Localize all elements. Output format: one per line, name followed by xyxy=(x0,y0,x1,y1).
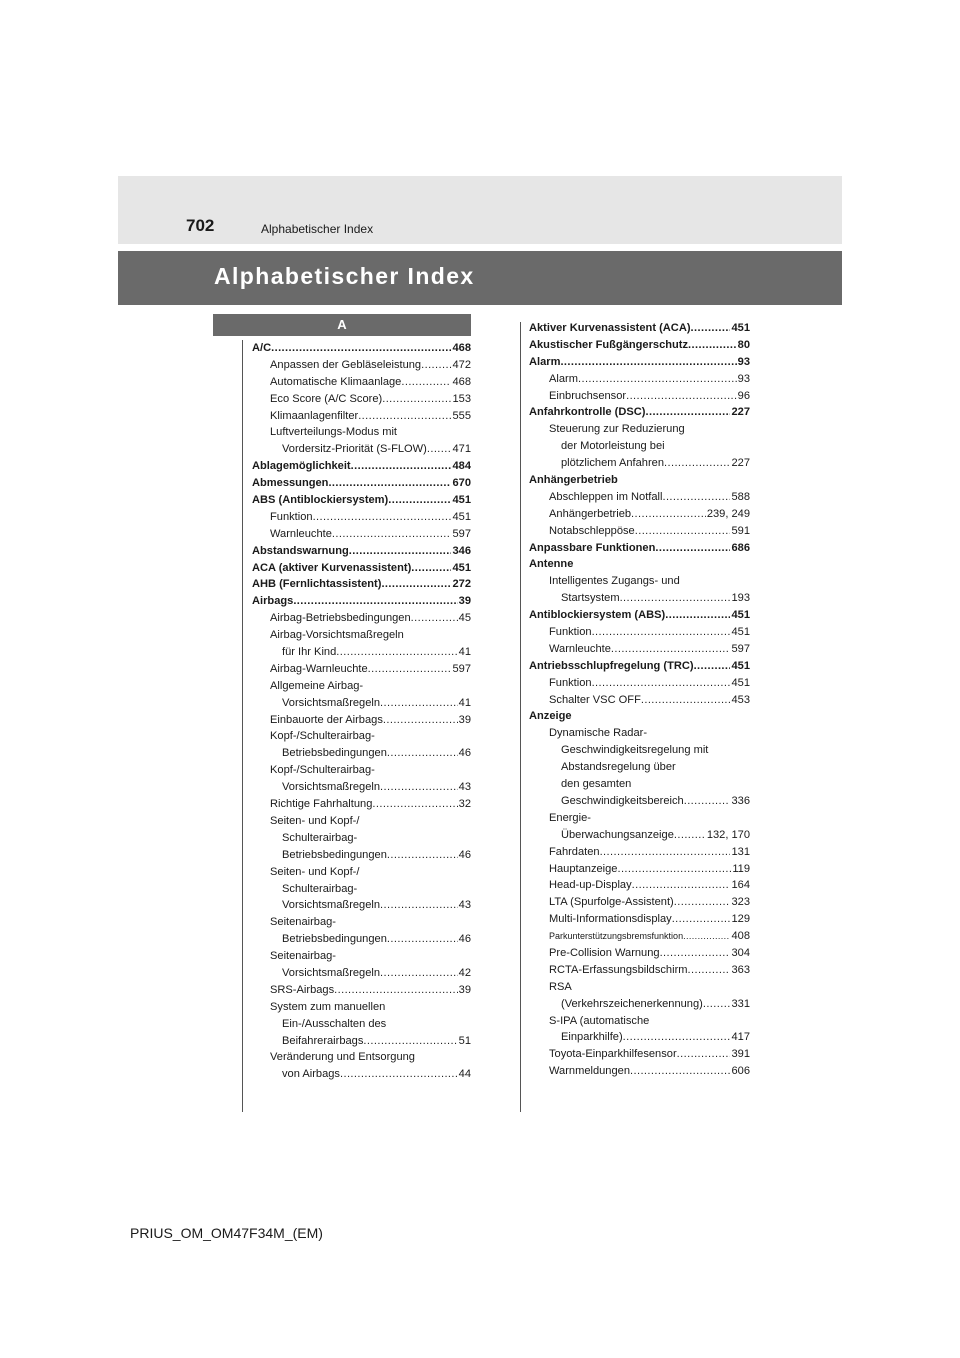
index-subentry: SRS-Airbags ..... 39 xyxy=(252,982,471,999)
index-subentry: Startsystem ..... 193 xyxy=(529,590,750,607)
index-subentry: RCTA-Erfassungsbildschirm ..... 363 xyxy=(529,962,750,979)
index-subentry: Eco Score (A/C Score) ..... 153 xyxy=(252,391,471,408)
index-subentry: Funktion ..... 451 xyxy=(529,624,750,641)
index-subentry: (Verkehrszeichenerkennung) ..... 331 xyxy=(529,996,750,1013)
index-entry: Antiblockiersystem (ABS) ..... 451 xyxy=(529,607,750,624)
header-band xyxy=(118,176,842,244)
index-subentry-text: Ein-/Ausschalten des xyxy=(282,1017,387,1030)
index-subentry-text: Steuerung zur Reduzierung xyxy=(549,423,685,436)
index-subentry: Airbag-Betriebsbedingungen ..... 45 xyxy=(252,610,471,627)
index-subentry: Funktion ..... 451 xyxy=(529,675,750,692)
index-subentry-text: Seitenairbag- xyxy=(270,950,336,963)
index-subentry: Hauptanzeige ..... 119 xyxy=(529,861,750,878)
index-entry: Anpassbare Funktionen ..... 686 xyxy=(529,540,750,557)
page-title: Alphabetischer Index xyxy=(214,263,475,289)
index-subentry: Vordersitz-Priorität (S-FLOW) ..... 471 xyxy=(252,441,471,458)
index-subentry: Vorsichtsmaßregeln ..... 43 xyxy=(252,897,471,914)
index-subentry: Abschleppen im Notfall ..... 588 xyxy=(529,489,750,506)
index-subentry-text: Schulterairbag- xyxy=(282,882,358,895)
index-subentry-text: den gesamten xyxy=(561,778,632,791)
index-subentry: Beifahrerairbags ..... 51 xyxy=(252,1033,471,1050)
index-entry: Anfahrkontrolle (DSC) ..... 227 xyxy=(529,404,750,421)
index-subentry-text: Kopf-/Schulterairbag- xyxy=(270,730,375,743)
index-subentry-text: Allgemeine Airbag- xyxy=(270,679,364,692)
index-entry: Abstandswarnung ..... 346 xyxy=(252,543,471,560)
index-subentry: Toyota-Einparkhilfesensor ..... 391 xyxy=(529,1046,750,1063)
index-subentry: Überwachungsanzeige ..... 132, 170 xyxy=(529,827,750,844)
index-subentry-text: S-IPA (automatische xyxy=(549,1014,650,1027)
index-entry-text: Anhängerbetrieb xyxy=(529,474,618,487)
index-subentry-text: Geschwindigkeitsregelung mit xyxy=(561,744,709,757)
index-subentry-text: Seiten- und Kopf-/ xyxy=(270,814,360,827)
column-divider-right xyxy=(520,322,521,1112)
index-subentry: Richtige Fahrhaltung ..... 32 xyxy=(252,796,471,813)
index-column-right xyxy=(529,320,750,1080)
index-subentry-text: Airbag-Vorsichtsmaßregeln xyxy=(270,629,404,642)
index-subentry: Betriebsbedingungen ..... 46 xyxy=(252,745,471,762)
index-subentry: Betriebsbedingungen ..... 46 xyxy=(252,847,471,864)
index-subentry: plötzlichem Anfahren ..... 227 xyxy=(529,455,750,472)
index-subentry: Einparkhilfe) ..... 417 xyxy=(529,1029,750,1046)
index-subentry: Vorsichtsmaßregeln ..... 42 xyxy=(252,965,471,982)
index-subentry-text: Kopf-/Schulterairbag- xyxy=(270,764,375,777)
document-footer: PRIUS_OM_OM47F34M_(EM) xyxy=(130,1225,323,1241)
index-subentry: Geschwindigkeitsbereich ..... 336 xyxy=(529,793,750,810)
index-subentry: Alarm ..... 93 xyxy=(529,371,750,388)
index-subentry-text: System zum manuellen xyxy=(270,1000,386,1013)
index-entry: Akustischer Fußgängerschutz ..... 80 xyxy=(529,337,750,354)
section-letter: A xyxy=(213,314,471,336)
index-subentry: Schalter VSC OFF ..... 453 xyxy=(529,692,750,709)
index-subentry: Notabschleppöse ..... 591 xyxy=(529,523,750,540)
index-subentry: Parkunterstützungsbremsfunktion ..... 408 xyxy=(529,928,750,945)
index-subentry: von Airbags ..... 44 xyxy=(252,1066,471,1083)
page-number: 702 xyxy=(186,216,215,235)
index-entry: Airbags ..... 39 xyxy=(252,593,471,610)
index-subentry: LTA (Spurfolge-Assistent) ..... 323 xyxy=(529,894,750,911)
index-entry: ABS (Antiblockiersystem) ..... 451 xyxy=(252,492,471,509)
index-subentry-text: Schulterairbag- xyxy=(282,831,358,844)
index-entry: Aktiver Kurvenassistent (ACA) ..... 451 xyxy=(529,320,750,337)
index-entry: A/C ..... 468 xyxy=(252,340,471,357)
index-subentry: für Ihr Kind ..... 41 xyxy=(252,644,471,661)
index-subentry: Multi-Informationsdisplay ..... 129 xyxy=(529,911,750,928)
index-entry: Abmessungen ..... 670 xyxy=(252,475,471,492)
index-subentry: Head-up-Display ..... 164 xyxy=(529,877,750,894)
index-subentry: Warnleuchte ..... 597 xyxy=(252,526,471,543)
index-subentry: Warnleuchte ..... 597 xyxy=(529,641,750,658)
index-subentry: Vorsichtsmaßregeln ..... 41 xyxy=(252,695,471,712)
index-subentry: Anpassen der Gebläseleistung ..... 472 xyxy=(252,357,471,374)
index-entry: ACA (aktiver Kurvenassistent) ..... 451 xyxy=(252,560,471,577)
index-subentry: Pre-Collision Warnung ..... 304 xyxy=(529,945,750,962)
index-entry: Alarm ..... 93 xyxy=(529,354,750,371)
index-subentry: Betriebsbedingungen ..... 46 xyxy=(252,931,471,948)
index-subentry: Warnmeldungen ..... 606 xyxy=(529,1063,750,1080)
index-column-left xyxy=(252,340,471,1083)
index-entry-text: Anzeige xyxy=(529,710,572,723)
index-subentry-text: Intelligentes Zugangs- und xyxy=(549,575,680,588)
index-subentry: Automatische Klimaanlage ..... 468 xyxy=(252,374,471,391)
index-subentry-text: Abstandsregelung über xyxy=(561,761,676,774)
index-subentry-text: Seiten- und Kopf-/ xyxy=(270,865,360,878)
running-title: Alphabetischer Index xyxy=(261,222,374,236)
index-subentry-text: Energie- xyxy=(549,811,591,824)
index-subentry-text: Seitenairbag- xyxy=(270,916,336,929)
index-entry: Ablagemöglichkeit ..... 484 xyxy=(252,458,471,475)
column-divider-left xyxy=(242,340,243,1112)
index-subentry: Anhängerbetrieb ..... 239, 249 xyxy=(529,506,750,523)
index-entry: AHB (Fernlichtassistent) ..... 272 xyxy=(252,576,471,593)
index-subentry: Funktion ..... 451 xyxy=(252,509,471,526)
index-subentry: Einbauorte der Airbags ..... 39 xyxy=(252,712,471,729)
index-subentry: Airbag-Warnleuchte ..... 597 xyxy=(252,661,471,678)
index-subentry: Einbruchsensor ..... 96 xyxy=(529,388,750,405)
index-entry-text: Antenne xyxy=(529,558,574,571)
index-subentry-text: der Motorleistung bei xyxy=(561,440,665,453)
index-subentry-text: Dynamische Radar- xyxy=(549,727,648,740)
index-subentry: Klimaanlagenfilter ..... 555 xyxy=(252,408,471,425)
index-subentry-text: RSA xyxy=(549,980,572,993)
index-subentry-text: Veränderung und Entsorgung xyxy=(270,1051,415,1064)
index-subentry-text: Luftverteilungs-Modus mit xyxy=(270,426,398,439)
index-entry: Antriebsschlupfregelung (TRC) ..... 451 xyxy=(529,658,750,675)
index-subentry: Fahrdaten ..... 131 xyxy=(529,844,750,861)
index-subentry: Vorsichtsmaßregeln ..... 43 xyxy=(252,779,471,796)
